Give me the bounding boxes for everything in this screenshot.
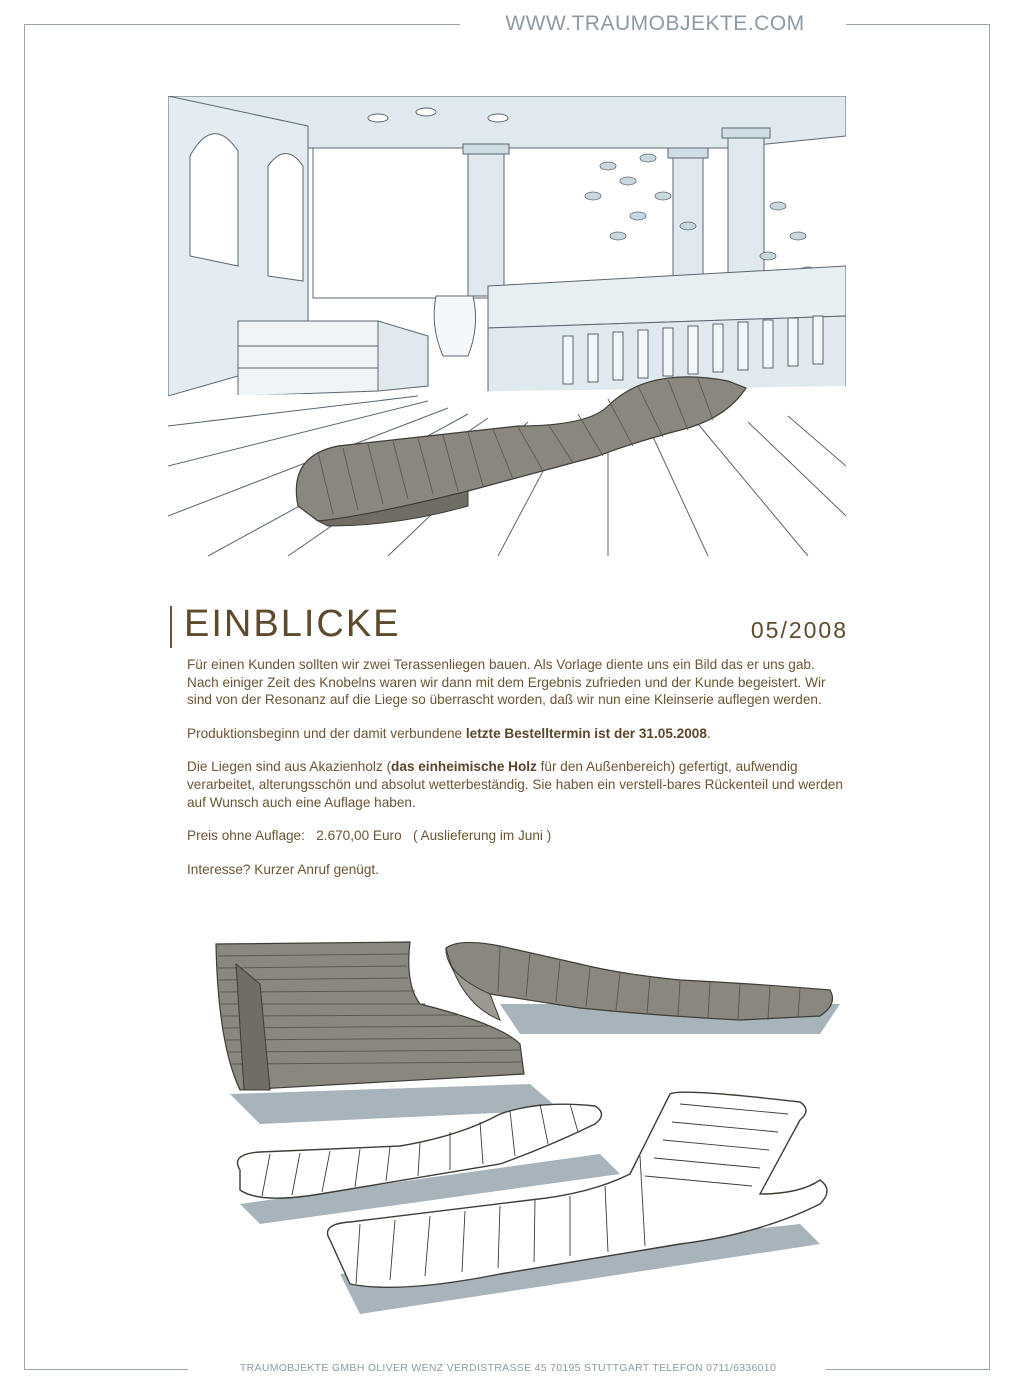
frame-top-left [24,24,460,25]
page-title: EINBLICKE [184,603,401,645]
material-text-end: für den Außenbereich) gefertigt, aufwendig verarbeitet, alterungsschön und absolut wetterbeständig. Sie haben ein verstell-bares Rückenteil und werden auf Wunsch auch eine Auflage haben. [187,759,843,810]
price-line: Preis ohne Auflage: 2.670,00 Euro ( Auslieferung im Juni ) [187,828,552,844]
lounger-renderings [200,924,850,1344]
call-to-action: Interesse? Kurzer Anruf genügt. [187,861,379,877]
material-text-start: Die Liegen sind aus Akazienholz ( [187,759,392,775]
deadline-period: . [706,725,711,741]
heading-accent-bar [170,606,172,648]
frame-left [24,24,25,1370]
frame-top-right [846,24,990,25]
material-emphasis: das einheimische Holz [391,759,537,775]
frame-right [989,24,990,1370]
footer-address: TRAUMOBJEKTE GMBH OLIVER WENZ VERDISTRASSE 45 70195 STUTTGART TELEFON 0711/6336010 [239,1362,777,1374]
deadline-emphasis: letzte Bestelltermin ist der 31.05.2008 [465,725,707,741]
terrace-illustration [168,96,846,556]
material-paragraph [187,758,847,811]
frame-bottom-left [24,1369,188,1370]
frame-bottom-right [826,1369,990,1370]
deadline-paragraph [187,725,847,743]
website-url[interactable]: WWW.TRAUMOBJEKTE.COM [505,12,805,35]
deadline-text: Produktionsbeginn und der damit verbundene [187,725,466,741]
intro-paragraph: Für einen Kunden sollten wir zwei Terassenliegen bauen. Als Vorlage diente uns ein Bild das er uns gab. Nach einiger Zeit des Knobelns waren wir dann mit dem Ergebnis zufrieden und der Kunde begeistert. Wir sind von der Resonanz auf die Liege so überrascht worden, daß wir nun eine Kleinserie auflegen werden. [187,657,826,708]
issue-date: 05/2008 [750,617,848,643]
article-body [187,656,847,894]
